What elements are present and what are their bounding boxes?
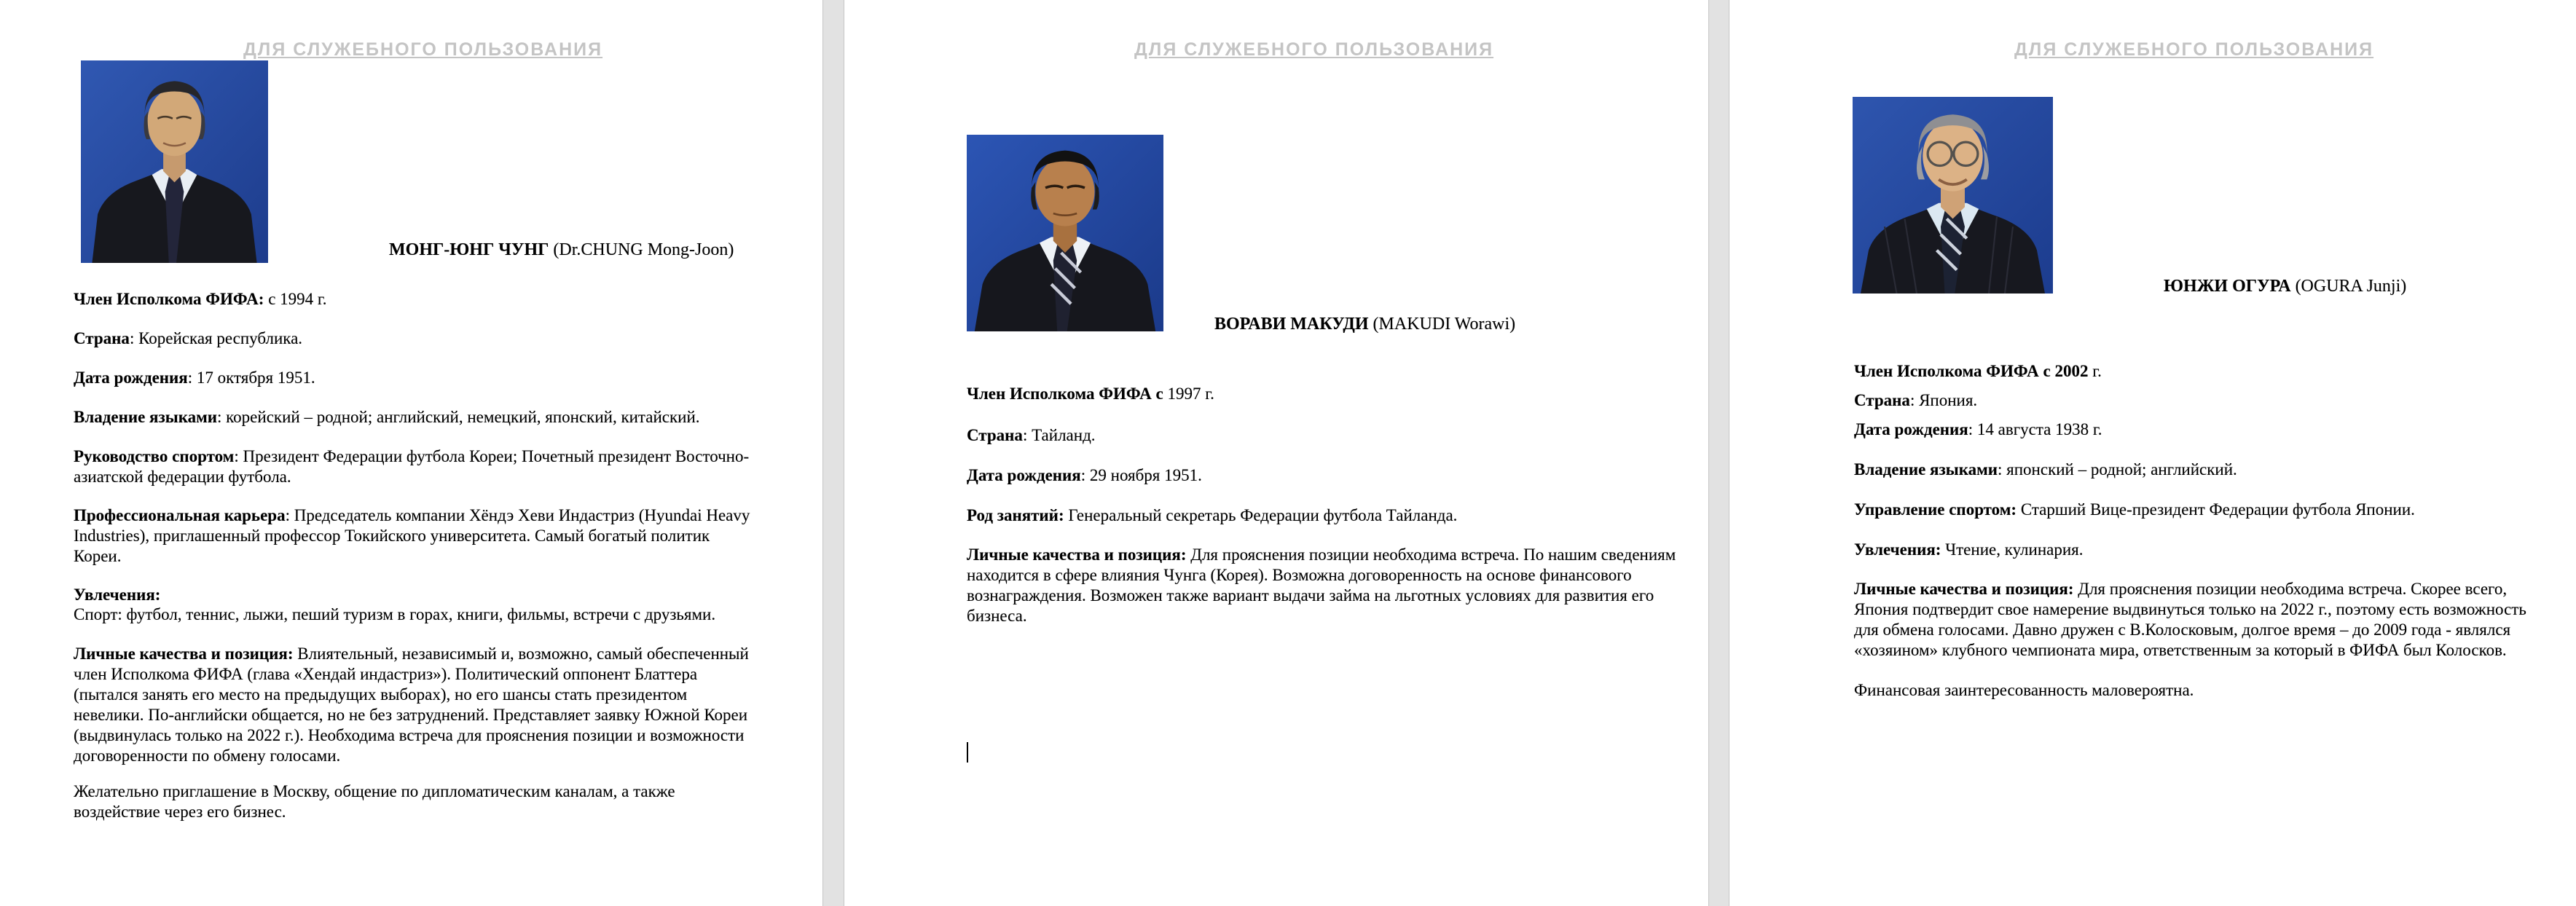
field-occupation[interactable]: Род занятий: Генеральный секретарь Федерации футбола Тайланда.: [967, 506, 1458, 524]
field-personal-qualities[interactable]: Личные качества и позиция: Для прояснения позиции необходима встреча. Скорее всего, Япония подтвердит свое намерение выдвинуться только на 2022 г., поэтому есть возможность для обмена голосами. Давно дружен с В.Колосковым, долгое время – до 2009 года - являлся «хозяином» клубного чемпионата мира, ответственным за который в ФИФА был Колосков.: [1854, 580, 2526, 659]
field-career[interactable]: Профессиональная карьера: Председатель компании Хёндэ Хеви Индастриз (Hyundai Heavy Industries), приглашенный профессор Токийского университета. Самый богатый политик Кореи.: [74, 506, 750, 565]
person-name-latin: (OGURA Junji): [2290, 277, 2407, 296]
field-member-since[interactable]: Член Исполкома ФИФА с 1997 г.: [967, 385, 1214, 403]
watermark-header: ДЛЯ СЛУЖЕБНОГО ПОЛЬЗОВАНИЯ: [243, 39, 603, 60]
field-birth-date[interactable]: Дата рождения: 14 августа 1938 г.: [1854, 420, 2102, 438]
portrait-chung-graphic: [81, 60, 268, 263]
person-name-latin: (Dr.CHUNG Mong-Joon): [549, 240, 734, 259]
person-name-title[interactable]: [1214, 315, 1515, 334]
field-member-since[interactable]: Член Исполкома ФИФА с 2002 г.: [1854, 362, 2102, 380]
field-personal-qualities[interactable]: Личные качества и позиция: Влиятельный, независимый и, возможно, самый обеспеченный член Исполкома ФИФА (глава «Хендай индастриз»). Политический оппонент Блаттера (пытался занять его место на предыдущих выборах), но его шансы стать президентом невелики. По-английски общается, но не без затруднений. Представляет заявку Южной Кореи (выдвинулась только на 2022 г.). Необходима встреча для прояснения позиции и возможности договоренности по обмену голосами.: [74, 645, 749, 765]
field-birth-date[interactable]: Дата рождения: 29 ноября 1951.: [967, 466, 1202, 484]
person-name-ru: ЮНЖИ ОГУРА: [2164, 277, 2291, 296]
person-name-title[interactable]: [389, 240, 734, 260]
field-recommendation[interactable]: Желательно приглашение в Москву, общение по дипломатическим каналам, а также воздействие через его бизнес.: [74, 782, 675, 821]
field-languages[interactable]: Владение языками: японский – родной; английский.: [1854, 460, 2237, 478]
field-birth-date[interactable]: Дата рождения: 17 октября 1951.: [74, 369, 315, 387]
person-name-ru: ВОРАВИ МАКУДИ: [1214, 315, 1369, 334]
field-hobbies-label[interactable]: Увлечения:: [74, 586, 161, 604]
portrait-ogura-graphic: [1853, 97, 2053, 294]
watermark-header: ДЛЯ СЛУЖЕБНОГО ПОЛЬЗОВАНИЯ: [2014, 39, 2374, 60]
portrait-makudi-graphic: [967, 135, 1163, 331]
watermark-header: ДЛЯ СЛУЖЕБНОГО ПОЛЬЗОВАНИЯ: [1134, 39, 1494, 60]
field-financial-note[interactable]: Финансовая заинтересованность маловероятна.: [1854, 681, 2194, 699]
field-member-since[interactable]: Член Исполкома ФИФА: с 1994 г.: [74, 290, 327, 308]
document-page-1[interactable]: [0, 0, 823, 906]
person-name-latin: (MAKUDI Worawi): [1368, 315, 1516, 334]
field-hobbies[interactable]: Спорт: футбол, теннис, лыжи, пеший туризм в горах, книги, фильмы, встречи с друзьями.: [74, 605, 716, 623]
portrait-photo-makudi[interactable]: [967, 135, 1163, 331]
field-languages[interactable]: Владение языками: корейский – родной; английский, немецкий, японский, китайский.: [74, 408, 700, 426]
text-cursor-caret: [967, 742, 968, 763]
field-hobbies[interactable]: Увлечения: Чтение, кулинария.: [1854, 540, 2084, 559]
field-sport-management[interactable]: Управление спортом: Старший Вице-президент Федерации футбола Японии.: [1854, 500, 2415, 519]
field-sport-leadership[interactable]: Руководство спортом: Президент Федерации футбола Кореи; Почетный президент Восточно-азиатской федерации футбола.: [74, 447, 750, 486]
field-country[interactable]: Страна: Корейская республика.: [74, 329, 303, 347]
person-name-ru: МОНГ-ЮНГ ЧУНГ: [389, 240, 549, 259]
field-country[interactable]: Страна: Япония.: [1854, 391, 1978, 409]
portrait-photo-ogura[interactable]: [1853, 97, 2053, 294]
portrait-photo-chung[interactable]: [81, 60, 268, 263]
person-name-title[interactable]: [2164, 277, 2406, 296]
field-personal-qualities[interactable]: Личные качества и позиция: Для прояснения позиции необходима встреча. По нашим сведениям находится в сфере влияния Чунга (Корея). Возможна договоренность на основе финансового вознаграждения. Возможен также вариант выдачи займа на льготных условиях для развития его бизнеса.: [967, 545, 1676, 625]
field-country[interactable]: Страна: Тайланд.: [967, 426, 1096, 444]
